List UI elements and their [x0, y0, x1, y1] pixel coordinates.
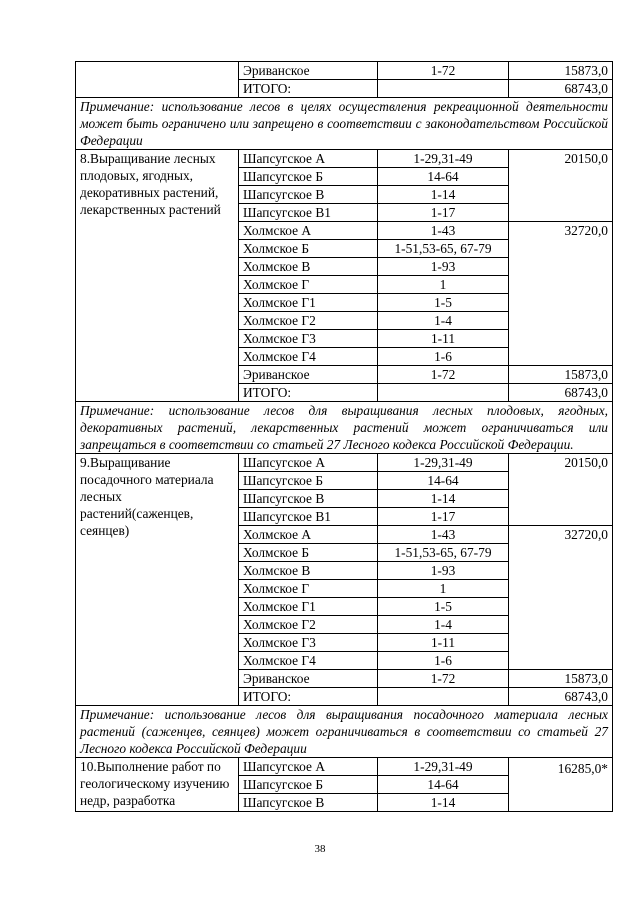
forestry-name: Шапсугское В1: [239, 204, 378, 222]
forestry-name: Холмское Г: [239, 276, 378, 294]
forestry-name: Шапсугское В: [239, 794, 378, 812]
forestry-name: Холмское Б: [239, 544, 378, 562]
quarters: 14-64: [378, 776, 509, 794]
purpose-cell-empty: [76, 62, 239, 98]
quarters: 1-11: [378, 634, 509, 652]
forestry-name: Холмское Г4: [239, 652, 378, 670]
area-group: 16285,0*: [509, 758, 613, 812]
forestry-name: Эриванское: [239, 366, 378, 384]
quarters: 1-72: [378, 670, 509, 688]
quarters: 1-51,53-65, 67-79: [378, 544, 509, 562]
forest-use-table: [75, 61, 613, 812]
area-group: 20150,0: [509, 150, 613, 222]
forestry-name: Холмское Г2: [239, 312, 378, 330]
quarters: 1-51,53-65, 67-79: [378, 240, 509, 258]
quarters: 1-29,31-49: [378, 454, 509, 472]
quarters: 1: [378, 580, 509, 598]
quarters: 1-11: [378, 330, 509, 348]
table-row: [76, 150, 613, 168]
quarters: 1-93: [378, 562, 509, 580]
quarters: 1-29,31-49: [378, 758, 509, 776]
quarters: [378, 80, 509, 98]
table-row: [76, 758, 613, 776]
forestry-name: Холмское Г3: [239, 634, 378, 652]
note-text: Примечание: использование лесов для выращивания лесных плодовых, ягодных, декоративных растений, лекарственных растений может ограничиваться или запрещаться в соответствии со статьей 27 Лесного кодекса Российской Федерации.: [76, 402, 613, 454]
forestry-name: Холмское Г2: [239, 616, 378, 634]
quarters: 1-72: [378, 366, 509, 384]
forestry-name: ИТОГО:: [239, 688, 378, 706]
page-number: 38: [314, 843, 326, 855]
area-group: 20150,0: [509, 454, 613, 526]
forestry-name: Шапсугское В: [239, 186, 378, 204]
note-row: [76, 706, 613, 758]
forestry-name: Холмское Б: [239, 240, 378, 258]
forestry-name: Шапсугское А: [239, 454, 378, 472]
quarters: 1-43: [378, 526, 509, 544]
quarters: 1-5: [378, 598, 509, 616]
quarters: 1-14: [378, 490, 509, 508]
table-row: [76, 62, 613, 80]
note-text: Примечание: использование лесов в целях осуществления рекреационной деятельности может быть ограничено или запрещено в соответствии с законодательством Российской Федерации: [76, 98, 613, 150]
quarters: 14-64: [378, 168, 509, 186]
quarters: 1-29,31-49: [378, 150, 509, 168]
area: 15873,0: [509, 670, 613, 688]
forestry-name: Холмское А: [239, 526, 378, 544]
quarters: 1-5: [378, 294, 509, 312]
purpose-cell: 8.Выращивание лесных плодовых, ягодных, декоративных растений, лекарственных растений: [76, 150, 239, 402]
quarters: 1-14: [378, 794, 509, 812]
area-group: 32720,0: [509, 222, 613, 366]
forestry-name: Холмское Г3: [239, 330, 378, 348]
forestry-name: Холмское А: [239, 222, 378, 240]
forestry-name: Холмское Г1: [239, 598, 378, 616]
quarters: 1-4: [378, 312, 509, 330]
quarters: [378, 384, 509, 402]
forestry-name: Холмское Г1: [239, 294, 378, 312]
note-row: [76, 98, 613, 150]
quarters: 1-6: [378, 652, 509, 670]
quarters: 1: [378, 276, 509, 294]
note-text: Примечание: использование лесов для выращивания посадочного материала лесных растений (саженцев, сеянцев) может ограничиваться в соответствии со статьей 27 Лесного кодекса Российской Федерации: [76, 706, 613, 758]
area: 68743,0: [509, 688, 613, 706]
area: 68743,0: [509, 80, 613, 98]
quarters: 1-4: [378, 616, 509, 634]
quarters: 1-43: [378, 222, 509, 240]
forestry-name: ИТОГО:: [239, 384, 378, 402]
quarters: 1-17: [378, 508, 509, 526]
forestry-name: Холмское В: [239, 562, 378, 580]
purpose-cell: 9.Выращивание посадочного материала лесных растений(саженцев, сеянцев): [76, 454, 239, 706]
forestry-name: Шапсугское А: [239, 758, 378, 776]
forestry-name: ИТОГО:: [239, 80, 378, 98]
quarters: 1-6: [378, 348, 509, 366]
area: 68743,0: [509, 384, 613, 402]
forestry-name: Эриванское: [239, 62, 378, 80]
forestry-name: Шапсугское Б: [239, 776, 378, 794]
purpose-cell: 10.Выполнение работ по геологическому изучению недр, разработка: [76, 758, 239, 812]
forestry-name: Шапсугское Б: [239, 472, 378, 490]
quarters: 1-72: [378, 62, 509, 80]
forestry-name: Шапсугское В1: [239, 508, 378, 526]
forestry-name: Шапсугское Б: [239, 168, 378, 186]
forestry-name: Холмское Г4: [239, 348, 378, 366]
quarters: 14-64: [378, 472, 509, 490]
quarters: 1-93: [378, 258, 509, 276]
note-row: [76, 402, 613, 454]
area: 15873,0: [509, 62, 613, 80]
forestry-name: Эриванское: [239, 670, 378, 688]
table-row: [76, 454, 613, 472]
forestry-name: Шапсугское А: [239, 150, 378, 168]
forestry-name: Холмское В: [239, 258, 378, 276]
area: 15873,0: [509, 366, 613, 384]
area-group: 32720,0: [509, 526, 613, 670]
quarters: 1-17: [378, 204, 509, 222]
forestry-name: Шапсугское В: [239, 490, 378, 508]
quarters: 1-14: [378, 186, 509, 204]
quarters: [378, 688, 509, 706]
forestry-name: Холмское Г: [239, 580, 378, 598]
